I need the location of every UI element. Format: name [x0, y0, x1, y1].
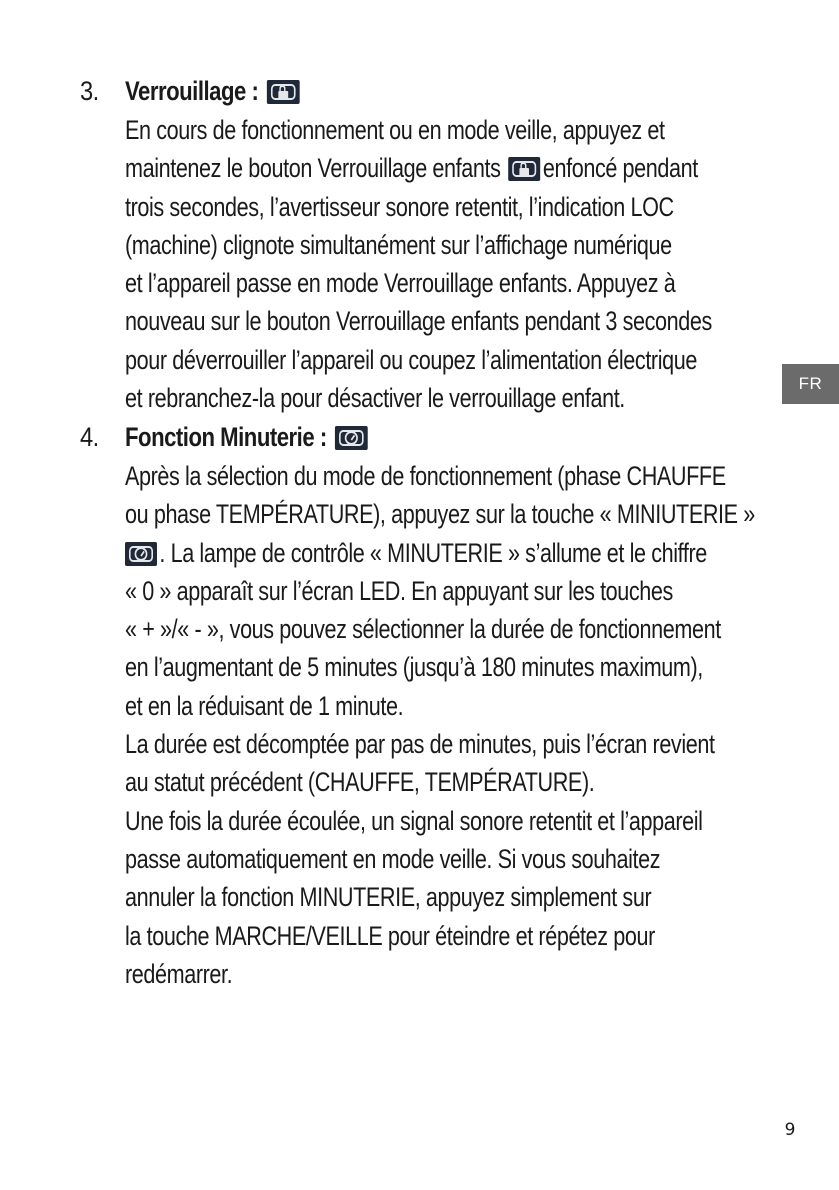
body-line: En cours de fonctionnement ou en mode veille, appuyez et [125, 115, 665, 145]
body-line-text: enfoncé pendant [542, 153, 698, 184]
language-tab: FR [782, 364, 839, 404]
body-line: et l’appareil passe en mode Verrouillage enfants. Appuyez à [125, 268, 676, 299]
body-line: ou phase TEMPÉRATURE), appuyez sur la touche « MINIUTERIE » [125, 499, 755, 530]
body-line: redémarrer. [125, 958, 233, 989]
section-title [125, 418, 370, 456]
section-title-text: Fonction Minuterie : [125, 422, 327, 452]
body-line [125, 534, 707, 572]
body-line: au statut précédent (CHAUFFE, TEMPÉRATURE). [125, 767, 595, 798]
child-lock-icon [267, 80, 300, 104]
section-body [125, 457, 770, 993]
body-line: Une fois la durée écoulée, un signal sonore retentit et l’appareil [125, 805, 703, 836]
body-line: pour déverrouiller l’appareil ou coupez l’alimentation électrique [125, 344, 697, 375]
body-line: Après la sélection du mode de fonctionnement (phase CHAUFFE [125, 461, 726, 491]
page-number: 9 [784, 1120, 796, 1140]
body-line: « + »/« - », vous pouvez sélectionner la durée de fonctionnement [125, 614, 721, 645]
section-number: 3. [80, 76, 99, 106]
section-number: 4. [80, 422, 99, 452]
body-line: trois secondes, l’avertisseur sonore retentit, l’indication LOC [125, 191, 674, 222]
body-line-text: . La lampe de contrôle « MINUTERIE » s’allume et le chiffre [159, 537, 707, 568]
body-line-text: maintenez le bouton Verrouillage enfants [125, 153, 501, 184]
body-line [125, 149, 698, 187]
section-title [125, 72, 302, 110]
body-line: et rebranchez-la pour désactiver le verrouillage enfant. [125, 383, 625, 414]
body-line: « 0 » apparaît sur l’écran LED. En appuyant sur les touches [125, 575, 673, 606]
section-title-text: Verrouillage : [125, 76, 259, 106]
body-line: en l’augmentant de 5 minutes (jusqu’à 180 minutes maximum), [125, 652, 703, 683]
timer-icon [125, 542, 157, 566]
section-body [125, 111, 770, 417]
timer-icon [335, 426, 368, 450]
child-lock-icon [508, 157, 540, 181]
body-line: La durée est décomptée par pas de minutes, puis l’écran revient [125, 729, 715, 760]
body-line: annuler la fonction MINUTERIE, appuyez simplement sur [125, 882, 652, 913]
body-line: la touche MARCHE/VEILLE pour éteindre et répétez pour [125, 920, 655, 951]
body-line: et en la réduisant de 1 minute. [125, 690, 404, 721]
body-line: nouveau sur le bouton Verrouillage enfants pendant 3 secondes [125, 306, 712, 337]
body-line: passe automatiquement en mode veille. Si vous souhaitez [125, 843, 661, 874]
body-line: (machine) clignote simultanément sur l’affichage numérique [125, 229, 672, 260]
